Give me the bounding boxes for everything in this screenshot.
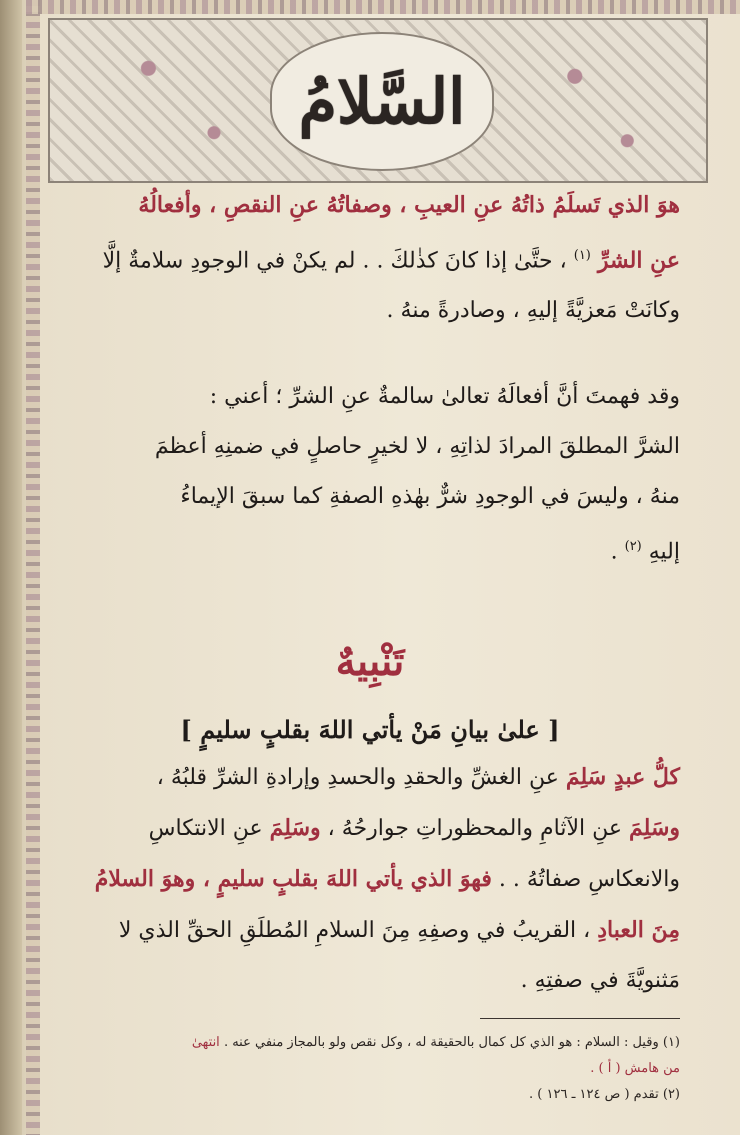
title-banner (48, 18, 708, 183)
para3-line-1 (95, 752, 680, 803)
para1-line-2 (103, 231, 680, 286)
para2-line-4 (155, 522, 680, 577)
section-heading: تَنْبِيهٌ (335, 638, 405, 685)
salima-red-text-1: وسَلِمَ (629, 815, 680, 841)
para3-line-2-text: عنِ الآثامِ والمحظوراتِ جوارحُهُ ، (327, 816, 623, 841)
para3-line-2 (95, 803, 680, 854)
section-subheading: [ علىٰ بيانِ مَنْ يأتي اللهَ بقلبٍ سليمٍ ] (180, 715, 560, 744)
footnote-1-end: انتهىٰ (191, 1035, 220, 1050)
paragraph-servant (95, 752, 680, 1006)
footnote-mark-1: (١) (573, 248, 591, 263)
para2-line-4-text: إليهِ (648, 539, 680, 565)
para3-line-3-text: والانعكاسِ صفاتُهُ . . (498, 867, 680, 892)
para2-line-3: منهُ ، وليسَ في الوجودِ شرٌّ بهٰذهِ الصفةِ كما سبقَ الإيماءُ (180, 484, 680, 509)
evil-red-text: عنِ الشرِّ (597, 247, 680, 274)
para3-line-1-text: عنِ الغشِّ والحقدِ والحسدِ وإرادةِ الشرِّ قلبُهُ ، (156, 765, 559, 790)
para3-line-5: مَثنويَّةَ في صفتِهِ . (520, 968, 680, 993)
servants-red-text: مِنَ العبادِ (597, 917, 680, 943)
para3-line-3 (95, 854, 680, 905)
para2-line-2: الشرَّ المطلقَ المرادَ لذاتِهِ ، لا لخيرٍ حاصلٍ في ضمنِهِ أعظمَ (154, 434, 680, 459)
para3-line-2-text-2: عنِ الانتكاسِ (148, 816, 263, 841)
paragraph-actions (155, 372, 680, 577)
para1-line-3: وكانَتْ مَعزيَّةً إليهِ ، وصادرةً منهُ . (386, 298, 680, 324)
footnote-mark-2: (٢) (624, 539, 642, 554)
page-gutter-shadow (0, 0, 22, 1135)
ornamental-border-top (26, 0, 740, 14)
footnotes (192, 1030, 680, 1108)
footnote-2: (٢) تقدم ( ص ١٢٤ ـ ١٢٦ ) . (529, 1087, 680, 1102)
para1-line-2-text: ، حتَّىٰ إذا كانَ كذٰلكَ . . لم يكنْ في الوجودِ سلامةٌ إلَّا (102, 248, 567, 274)
para2-line-4-end: . (610, 539, 618, 565)
ornamental-border-side (26, 0, 40, 1135)
para3-line-4-text: ، القريبُ في وصفِهِ مِنَ السلامِ المُطلَقِ الحقِّ الذي لا (118, 918, 591, 943)
para1-line-1 (103, 180, 680, 231)
footnote-1-source: من هامش ( أ ) . (590, 1061, 680, 1076)
paragraph-definition (103, 180, 680, 336)
para2-line-1: وقد فهمتَ أنَّ أفعالَهُ تعالىٰ سالمةٌ عنِ الشرِّ ؛ أعني : (209, 384, 680, 409)
para3-line-4 (95, 905, 680, 956)
footnote-separator (480, 1018, 680, 1019)
salima-red-text-2: وسَلِمَ (269, 815, 321, 841)
definition-red-text: هوَ الذي تَسلَمُ ذاتُهُ عنِ العيبِ ، وصفاتُهُ عنِ النقصِ ، وأفعالُهُ (138, 192, 680, 218)
footnote-1 (192, 1030, 680, 1056)
title-cartouche (270, 32, 494, 171)
page-title: السَّلامُ (298, 65, 466, 138)
footnote-1-text: (١) وقيل : السلام : هو الذي كل كمال بالحقيقة له ، وكل نقص ولو بالمجاز منفي عنه . (223, 1035, 680, 1050)
sound-heart-red-text: فهوَ الذي يأتي اللهَ بقلبٍ سليمٍ ، وهوَ السلامُ (94, 866, 492, 892)
servant-red-text: كلُّ عبدٍ سَلِمَ (565, 764, 680, 790)
